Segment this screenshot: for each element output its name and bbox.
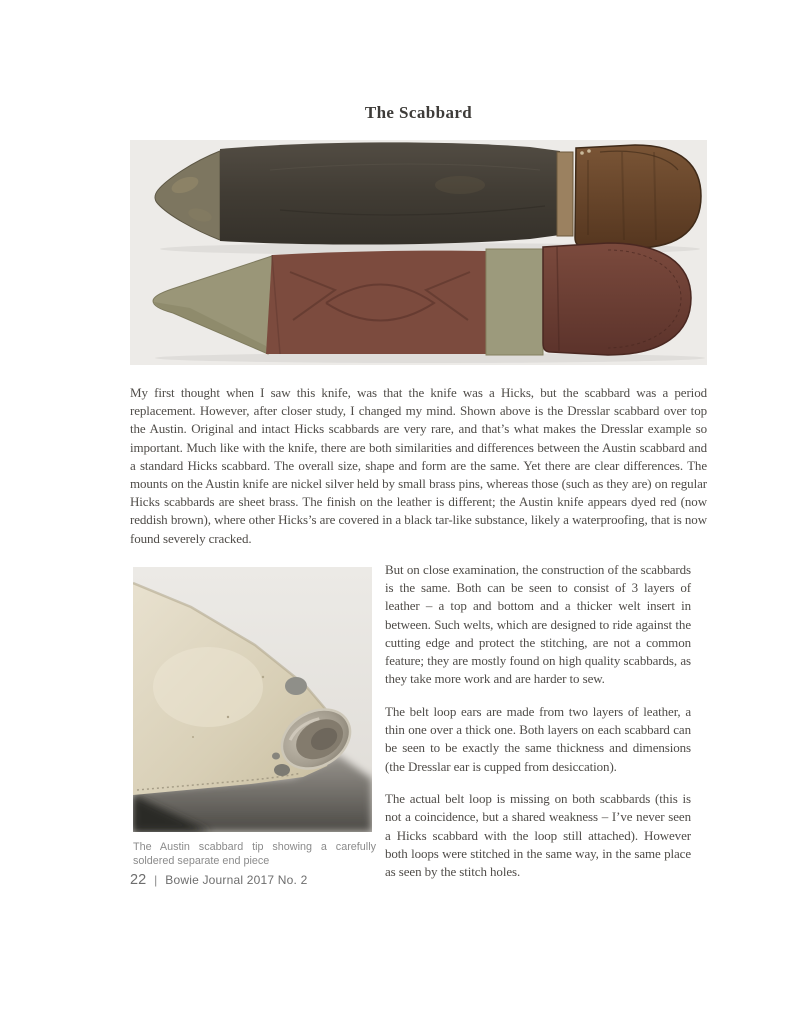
- page-title: The Scabbard: [364, 103, 473, 122]
- closeup-speck: [262, 676, 264, 678]
- footer-separator: |: [154, 873, 158, 887]
- scabbard-tip-illustration: [133, 567, 372, 832]
- closeup-solder-blob: [285, 677, 307, 695]
- page-footer: [130, 872, 308, 888]
- closeup-solder-blob: [272, 753, 280, 760]
- hicks-leather-body: [220, 142, 560, 244]
- austin-band: [486, 249, 543, 355]
- hicks-throat-pouch: [575, 145, 701, 248]
- hicks-band: [557, 152, 573, 236]
- closeup-tip-highlight: [153, 647, 263, 727]
- hicks-rivet: [580, 151, 584, 155]
- closeup-solder-blob: [274, 764, 290, 776]
- page-number: 22: [130, 872, 147, 888]
- austin-throat-pouch: [543, 243, 691, 355]
- closeup-speck: [227, 716, 229, 718]
- two-scabbards-illustration: [130, 140, 707, 365]
- column-paragraph: But on close examination, the construction of the scabbards is the same. Both can be seen to consist of 3 layers of leather – a top and bottom and a thicker welt insert in between. Such welts, which are designed to ride against the cutting edge and protect the stitching, are not a common feature; they are mostly found on high quality scabbards, as they take more work and are harder to sew.: [385, 562, 691, 687]
- tip-figure: [133, 567, 374, 868]
- journal-name: Bowie Journal 2017 No. 2: [165, 873, 308, 887]
- hicks-rivet: [587, 149, 591, 153]
- scabbard-tip-photo: [133, 567, 372, 832]
- column-paragraph: The actual belt loop is missing on both scabbards (this is not a coincidence, but a shared weakness – I’ve never seen a Hicks scabbard with the loop still attached). However both loops were stitched in the same way, in the same place as seen by the stitch holes.: [385, 791, 691, 880]
- figure-caption: The Austin scabbard tip showing a carefully soldered separate end piece: [133, 841, 376, 867]
- intro-paragraph: My first thought when I saw this knife, was that the knife was a Hicks, but the scabbard was a period replacement. However, after closer study, I changed my mind. Shown above is the Dresslar scabbard over top the Austin. Original and intact Hicks scabbards are very rare, and that’s what makes the Dresslar example so important. Much like with the knife, there are both similarities and differences between the Austin scabbard and a standard Hicks scabbard. The overall size, shape and form are the same. Yet there are clear differences. The mounts on the Austin knife are nickel silver held by small brass pins, whereas those (such as they are) on regular Hicks scabbards are sheet brass. The finish on the leather is different; the Austin knife appears dyed red (now reddish brown), where other Hicks’s are covered in a black tar-like substance, likely a waterproofing, that is now found severely cracked.: [130, 385, 707, 546]
- closeup-speck: [192, 736, 194, 738]
- right-column: [385, 561, 691, 896]
- hicks-scabbard-illustration: [155, 142, 701, 248]
- two-scabbards-photo: [130, 140, 707, 365]
- column-paragraph: The belt loop ears are made from two layers of leather, a thin one over a thick one. Both layers on each scabbard can be seen to be exactly the same thickness and dimensions (the Dresslar ear is cupped from desiccation).: [385, 703, 691, 774]
- hicks-body-mottle: [435, 176, 485, 194]
- austin-leather-body: [266, 251, 487, 354]
